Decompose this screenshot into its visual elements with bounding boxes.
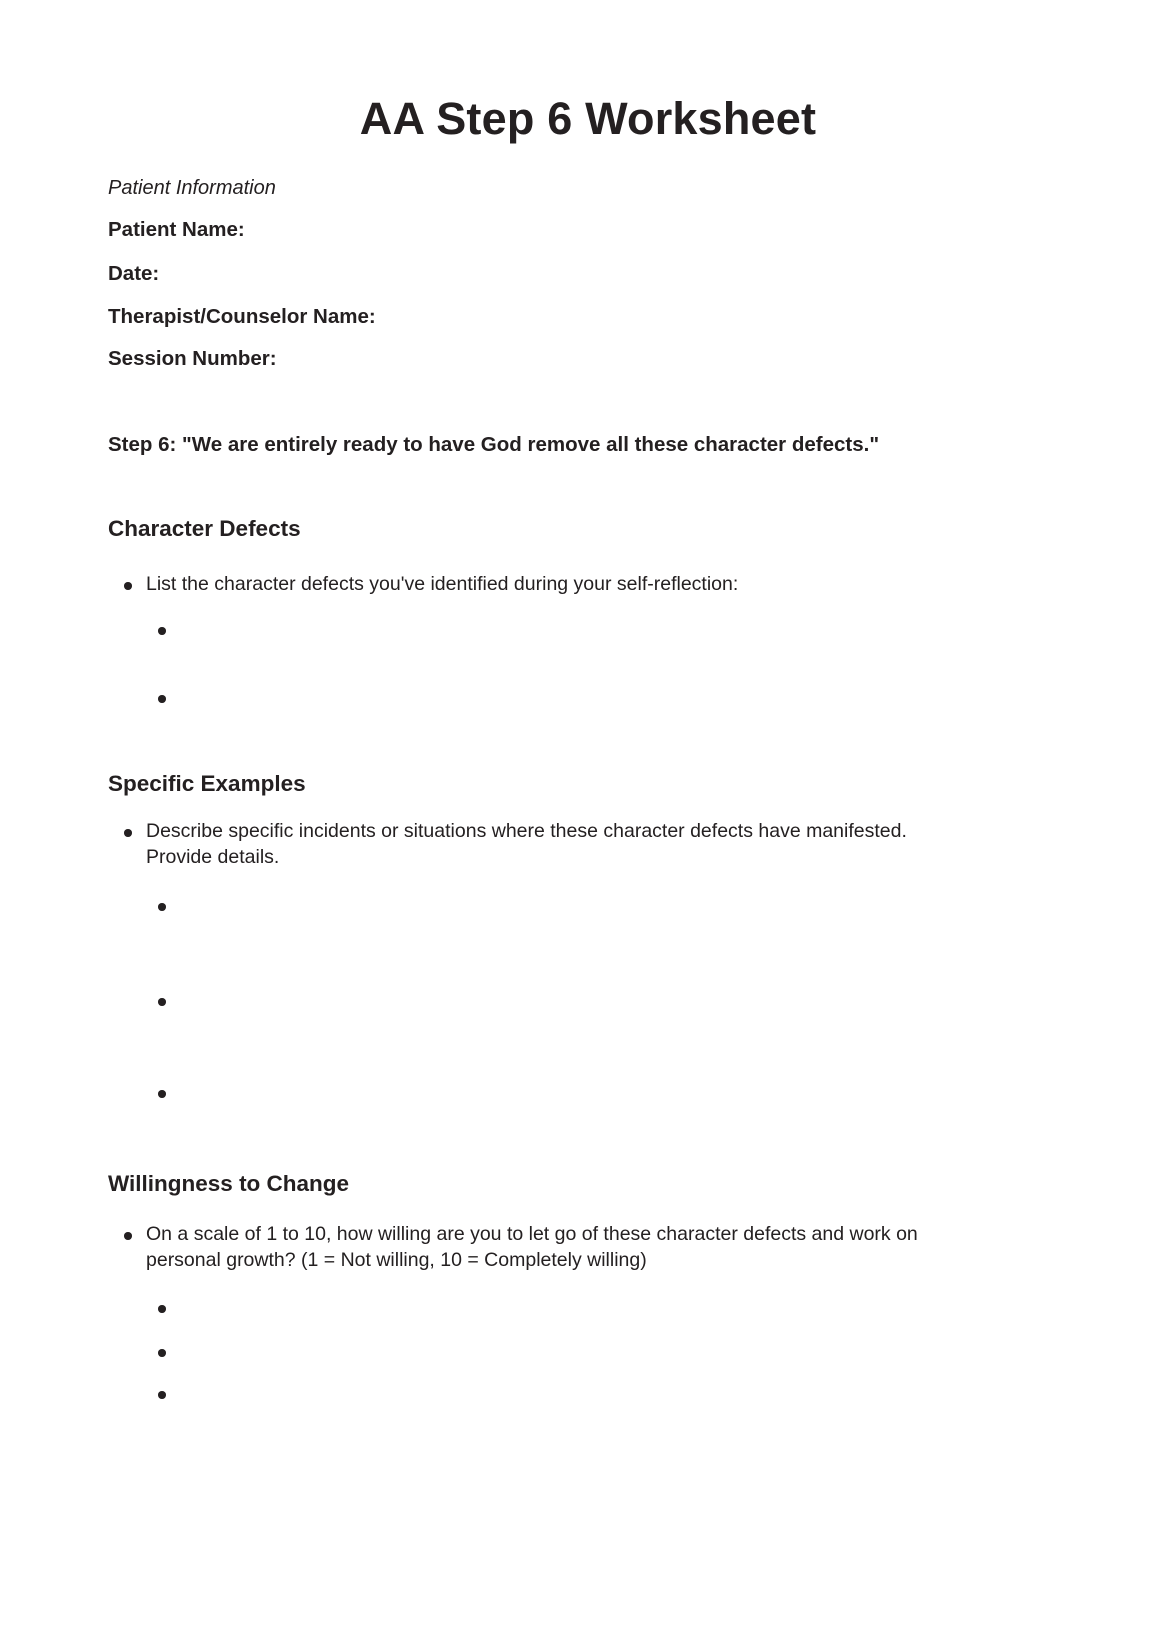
- prompt-line: Provide details.: [146, 846, 280, 868]
- prompt-specific-examples: [146, 818, 907, 870]
- patient-info-heading: Patient Information: [108, 177, 276, 199]
- bullet-marker-icon: [124, 1232, 132, 1240]
- field-label-date: Date:: [108, 262, 160, 285]
- field-label-session-number: Session Number:: [108, 347, 277, 370]
- answer-bullet-marker-icon: [158, 695, 166, 703]
- answer-bullet-marker-icon: [158, 1090, 166, 1098]
- answer-bullet-marker-icon: [158, 903, 166, 911]
- section-heading-specific-examples: Specific Examples: [108, 771, 306, 796]
- field-label-therapist-name: Therapist/Counselor Name:: [108, 305, 376, 328]
- section-heading-character-defects: Character Defects: [108, 516, 301, 541]
- section-heading-willingness-to-change: Willingness to Change: [108, 1171, 350, 1196]
- prompt-character-defects: [146, 571, 738, 597]
- prompt-line: personal growth? (1 = Not willing, 10 = Completely willing): [146, 1249, 647, 1271]
- bullet-marker-icon: [124, 829, 132, 837]
- field-label-patient-name: Patient Name:: [108, 218, 245, 241]
- prompt-line: Describe specific incidents or situations where these character defects have manifested.: [146, 820, 907, 842]
- answer-bullet-marker-icon: [158, 1305, 166, 1313]
- answer-bullet-marker-icon: [158, 1391, 166, 1399]
- bullet-marker-icon: [124, 582, 132, 590]
- page-title: AA Step 6 Worksheet: [359, 93, 817, 144]
- answer-bullet-marker-icon: [158, 998, 166, 1006]
- prompt-willingness-to-change: [146, 1221, 918, 1273]
- prompt-line: On a scale of 1 to 10, how willing are you to let go of these character defects and work on: [146, 1223, 918, 1245]
- answer-bullet-marker-icon: [158, 1349, 166, 1357]
- answer-bullet-marker-icon: [158, 627, 166, 635]
- step-6-statement: Step 6: "We are entirely ready to have God remove all these character defects.": [108, 433, 880, 456]
- prompt-line: List the character defects you've identified during your self-reflection:: [146, 573, 739, 595]
